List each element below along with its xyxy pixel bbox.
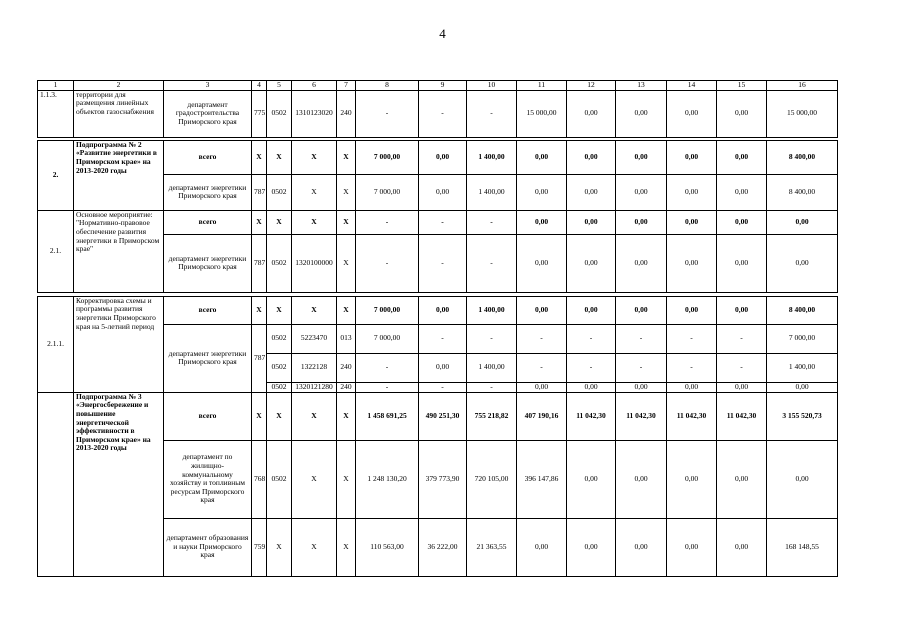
executor: департамент энергетики Приморского края bbox=[164, 234, 252, 292]
cell-col13: 0,00 bbox=[616, 90, 667, 137]
cell-col16: 0,00 bbox=[767, 382, 838, 392]
cell-col11: 0,00 bbox=[517, 382, 567, 392]
item-name: территории для размещения линейных объектов газоснабжения bbox=[74, 90, 164, 137]
cell-col9: 0,00 bbox=[419, 174, 467, 210]
cell-col15: 0,00 bbox=[717, 296, 767, 324]
row-number: 2. bbox=[38, 140, 74, 210]
cell-col11: - bbox=[517, 324, 567, 353]
cell-col9: 36 222,00 bbox=[419, 518, 467, 576]
cell-col5: 0502 bbox=[267, 353, 292, 382]
cell-col7: X bbox=[337, 440, 356, 518]
cell-col9: 0,00 bbox=[419, 353, 467, 382]
cell-col16: 1 400,00 bbox=[767, 353, 838, 382]
executor: всего bbox=[164, 140, 252, 174]
cell-col12: 0,00 bbox=[567, 296, 616, 324]
table-row bbox=[38, 90, 838, 137]
cell-col14: 0,00 bbox=[667, 234, 717, 292]
cell-col10: 1 400,00 bbox=[467, 296, 517, 324]
cell-col14: 0,00 bbox=[667, 518, 717, 576]
cell-col5: 0502 bbox=[267, 174, 292, 210]
executor: всего bbox=[164, 210, 252, 234]
cell-col16: 8 400,00 bbox=[767, 296, 838, 324]
cell-col5: X bbox=[267, 210, 292, 234]
cell-col8: - bbox=[356, 210, 419, 234]
cell-col16: 3 155 520,73 bbox=[767, 392, 838, 440]
cell-col14: 0,00 bbox=[667, 210, 717, 234]
cell-col10: - bbox=[467, 324, 517, 353]
cell-col11: 407 190,16 bbox=[517, 392, 567, 440]
cell-col12: 11 042,30 bbox=[567, 392, 616, 440]
cell-col13: - bbox=[616, 324, 667, 353]
cell-col7: 240 bbox=[337, 90, 356, 137]
cell-col14: - bbox=[667, 353, 717, 382]
cell-col4: 787 bbox=[252, 174, 267, 210]
header-cell: 4 bbox=[252, 81, 267, 91]
header-cell: 6 bbox=[292, 81, 337, 91]
cell-col4: X bbox=[252, 140, 267, 174]
cell-col16: 168 148,55 bbox=[767, 518, 838, 576]
cell-col8: 7 000,00 bbox=[356, 296, 419, 324]
cell-col5: 0502 bbox=[267, 90, 292, 137]
executor: всего bbox=[164, 296, 252, 324]
cell-col7: 013 bbox=[337, 324, 356, 353]
cell-col8: 110 563,00 bbox=[356, 518, 419, 576]
cell-col15: 0,00 bbox=[717, 174, 767, 210]
executor: департамент образования и науки Приморского края bbox=[164, 518, 252, 576]
cell-col11: 0,00 bbox=[517, 518, 567, 576]
cell-col12: - bbox=[567, 324, 616, 353]
cell-col8: 1 458 691,25 bbox=[356, 392, 419, 440]
cell-col15: 0,00 bbox=[717, 140, 767, 174]
header-cell: 2 bbox=[74, 81, 164, 91]
row-number bbox=[38, 392, 74, 576]
header-cell: 8 bbox=[356, 81, 419, 91]
cell-col7: X bbox=[337, 174, 356, 210]
cell-col8: - bbox=[356, 382, 419, 392]
item-name: Корректировка схемы и программы развития энергетики Приморского края на 5-летний период bbox=[74, 296, 164, 392]
cell-col9: 0,00 bbox=[419, 296, 467, 324]
cell-col8: 7 000,00 bbox=[356, 324, 419, 353]
cell-col14: 0,00 bbox=[667, 90, 717, 137]
cell-col6: 5223470 bbox=[292, 324, 337, 353]
cell-col7: X bbox=[337, 392, 356, 440]
cell-col9: 0,00 bbox=[419, 140, 467, 174]
cell-col16: 0,00 bbox=[767, 234, 838, 292]
cell-col16: 8 400,00 bbox=[767, 174, 838, 210]
cell-col10: 1 400,00 bbox=[467, 140, 517, 174]
cell-col9: - bbox=[419, 382, 467, 392]
cell-col14: - bbox=[667, 324, 717, 353]
cell-col5: X bbox=[267, 296, 292, 324]
header-cell: 13 bbox=[616, 81, 667, 91]
cell-col4: 787 bbox=[252, 324, 267, 392]
cell-col5: X bbox=[267, 518, 292, 576]
cell-col8: 7 000,00 bbox=[356, 140, 419, 174]
cell-col15: 0,00 bbox=[717, 234, 767, 292]
cell-col4: X bbox=[252, 296, 267, 324]
page-number: 4 bbox=[439, 26, 446, 41]
cell-col13: 0,00 bbox=[616, 210, 667, 234]
cell-col6: 1320121280 bbox=[292, 382, 337, 392]
cell-col13: 0,00 bbox=[616, 296, 667, 324]
cell-col10: 1 400,00 bbox=[467, 174, 517, 210]
cell-col10: 21 363,55 bbox=[467, 518, 517, 576]
cell-col10: 755 218,82 bbox=[467, 392, 517, 440]
header-cell: 15 bbox=[717, 81, 767, 91]
cell-col13: 0,00 bbox=[616, 518, 667, 576]
cell-col9: 379 773,90 bbox=[419, 440, 467, 518]
cell-col14: 0,00 bbox=[667, 440, 717, 518]
cell-col5: 0502 bbox=[267, 440, 292, 518]
cell-col8: - bbox=[356, 353, 419, 382]
cell-col6: 1320100000 bbox=[292, 234, 337, 292]
cell-col6: X bbox=[292, 210, 337, 234]
cell-col11: 0,00 bbox=[517, 234, 567, 292]
cell-col4: 768 bbox=[252, 440, 267, 518]
cell-col13: 0,00 bbox=[616, 234, 667, 292]
cell-col7: 240 bbox=[337, 382, 356, 392]
item-name: Основное мероприятие: "Нормативно-правовое обеспечение развития энергетики в Приморском крае" bbox=[74, 210, 164, 292]
cell-col5: 0502 bbox=[267, 324, 292, 353]
cell-col6: X bbox=[292, 174, 337, 210]
cell-col11: 0,00 bbox=[517, 174, 567, 210]
executor: департамент энергетики Приморского края bbox=[164, 324, 252, 392]
cell-col9: - bbox=[419, 324, 467, 353]
cell-col16: 15 000,00 bbox=[767, 90, 838, 137]
row-number: 2.1. bbox=[38, 210, 74, 292]
header-cell: 7 bbox=[337, 81, 356, 91]
cell-col7: X bbox=[337, 234, 356, 292]
executor: всего bbox=[164, 392, 252, 440]
cell-col5: 0502 bbox=[267, 234, 292, 292]
table-row bbox=[38, 296, 838, 324]
cell-col12: 0,00 bbox=[567, 210, 616, 234]
cell-col13: 0,00 bbox=[616, 140, 667, 174]
cell-col14: 0,00 bbox=[667, 174, 717, 210]
cell-col15: - bbox=[717, 353, 767, 382]
cell-col12: 0,00 bbox=[567, 382, 616, 392]
cell-col8: - bbox=[356, 234, 419, 292]
cell-col15: 0,00 bbox=[717, 210, 767, 234]
cell-col6: X bbox=[292, 440, 337, 518]
cell-col15: 0,00 bbox=[717, 90, 767, 137]
header-cell: 16 bbox=[767, 81, 838, 91]
executor: департамент градостроительства Приморского края bbox=[164, 90, 252, 137]
header-cell: 1 bbox=[38, 81, 74, 91]
cell-col10: 1 400,00 bbox=[467, 353, 517, 382]
table-row bbox=[38, 392, 838, 440]
cell-col16: 0,00 bbox=[767, 440, 838, 518]
cell-col9: - bbox=[419, 90, 467, 137]
cell-col11: 396 147,86 bbox=[517, 440, 567, 518]
cell-col12: 0,00 bbox=[567, 140, 616, 174]
cell-col15: 0,00 bbox=[717, 382, 767, 392]
cell-col16: 0,00 bbox=[767, 210, 838, 234]
cell-col11: 15 000,00 bbox=[517, 90, 567, 137]
cell-col16: 7 000,00 bbox=[767, 324, 838, 353]
header-cell: 9 bbox=[419, 81, 467, 91]
table-row bbox=[38, 210, 838, 234]
cell-col6: X bbox=[292, 392, 337, 440]
cell-col6: 1310123020 bbox=[292, 90, 337, 137]
cell-col13: 0,00 bbox=[616, 174, 667, 210]
executor: департамент по жилищно-коммунальному хозяйству и топливным ресурсам Приморского края bbox=[164, 440, 252, 518]
cell-col4: 759 bbox=[252, 518, 267, 576]
row-number: 1.1.3. bbox=[38, 90, 74, 137]
cell-col6: 1322128 bbox=[292, 353, 337, 382]
header-cell: 14 bbox=[667, 81, 717, 91]
header-cell: 10 bbox=[467, 81, 517, 91]
cell-col9: - bbox=[419, 210, 467, 234]
cell-col10: - bbox=[467, 90, 517, 137]
cell-col6: X bbox=[292, 518, 337, 576]
cell-col8: 7 000,00 bbox=[356, 174, 419, 210]
cell-col8: - bbox=[356, 90, 419, 137]
row-number: 2.1.1. bbox=[38, 296, 74, 392]
header-cell: 12 bbox=[567, 81, 616, 91]
cell-col12: 0,00 bbox=[567, 174, 616, 210]
item-name: Подпрограмма № 2 «Развитие энергетики в Приморском крае» на 2013-2020 годы bbox=[74, 140, 164, 210]
cell-col14: 11 042,30 bbox=[667, 392, 717, 440]
cell-col12: 0,00 bbox=[567, 440, 616, 518]
cell-col7: X bbox=[337, 140, 356, 174]
cell-col15: - bbox=[717, 324, 767, 353]
header-row bbox=[38, 81, 838, 91]
cell-col4: 775 bbox=[252, 90, 267, 137]
cell-col4: 787 bbox=[252, 234, 267, 292]
cell-col11: - bbox=[517, 353, 567, 382]
cell-col4: X bbox=[252, 392, 267, 440]
cell-col7: 240 bbox=[337, 353, 356, 382]
cell-col10: - bbox=[467, 210, 517, 234]
cell-col16: 8 400,00 bbox=[767, 140, 838, 174]
cell-col10: 720 105,00 bbox=[467, 440, 517, 518]
item-name: Подпрограмма № 3 «Энергосбережение и повышение энергетической эффективности в Приморском крае» на 2013-2020 годы bbox=[74, 392, 164, 576]
cell-col8: 1 248 130,20 bbox=[356, 440, 419, 518]
cell-col12: 0,00 bbox=[567, 234, 616, 292]
cell-col9: - bbox=[419, 234, 467, 292]
cell-col13: - bbox=[616, 353, 667, 382]
cell-col15: 11 042,30 bbox=[717, 392, 767, 440]
header-cell: 11 bbox=[517, 81, 567, 91]
cell-col13: 0,00 bbox=[616, 382, 667, 392]
cell-col5: X bbox=[267, 392, 292, 440]
cell-col13: 11 042,30 bbox=[616, 392, 667, 440]
cell-col10: - bbox=[467, 234, 517, 292]
cell-col6: X bbox=[292, 296, 337, 324]
cell-col10: - bbox=[467, 382, 517, 392]
cell-col15: 0,00 bbox=[717, 518, 767, 576]
cell-col4: X bbox=[252, 210, 267, 234]
cell-col6: X bbox=[292, 140, 337, 174]
table-row bbox=[38, 140, 838, 174]
cell-col12: 0,00 bbox=[567, 518, 616, 576]
cell-col14: 0,00 bbox=[667, 382, 717, 392]
executor: департамент энергетики Приморского края bbox=[164, 174, 252, 210]
cell-col11: 0,00 bbox=[517, 210, 567, 234]
header-cell: 3 bbox=[164, 81, 252, 91]
cell-col7: X bbox=[337, 296, 356, 324]
cell-col12: - bbox=[567, 353, 616, 382]
cell-col14: 0,00 bbox=[667, 140, 717, 174]
cell-col5: 0502 bbox=[267, 382, 292, 392]
cell-col14: 0,00 bbox=[667, 296, 717, 324]
cell-col12: 0,00 bbox=[567, 90, 616, 137]
cell-col13: 0,00 bbox=[616, 440, 667, 518]
cell-col5: X bbox=[267, 140, 292, 174]
cell-col7: X bbox=[337, 518, 356, 576]
cell-col11: 0,00 bbox=[517, 296, 567, 324]
cell-col11: 0,00 bbox=[517, 140, 567, 174]
header-cell: 5 bbox=[267, 81, 292, 91]
cell-col9: 490 251,30 bbox=[419, 392, 467, 440]
cell-col15: 0,00 bbox=[717, 440, 767, 518]
budget-table bbox=[37, 80, 838, 577]
cell-col7: X bbox=[337, 210, 356, 234]
